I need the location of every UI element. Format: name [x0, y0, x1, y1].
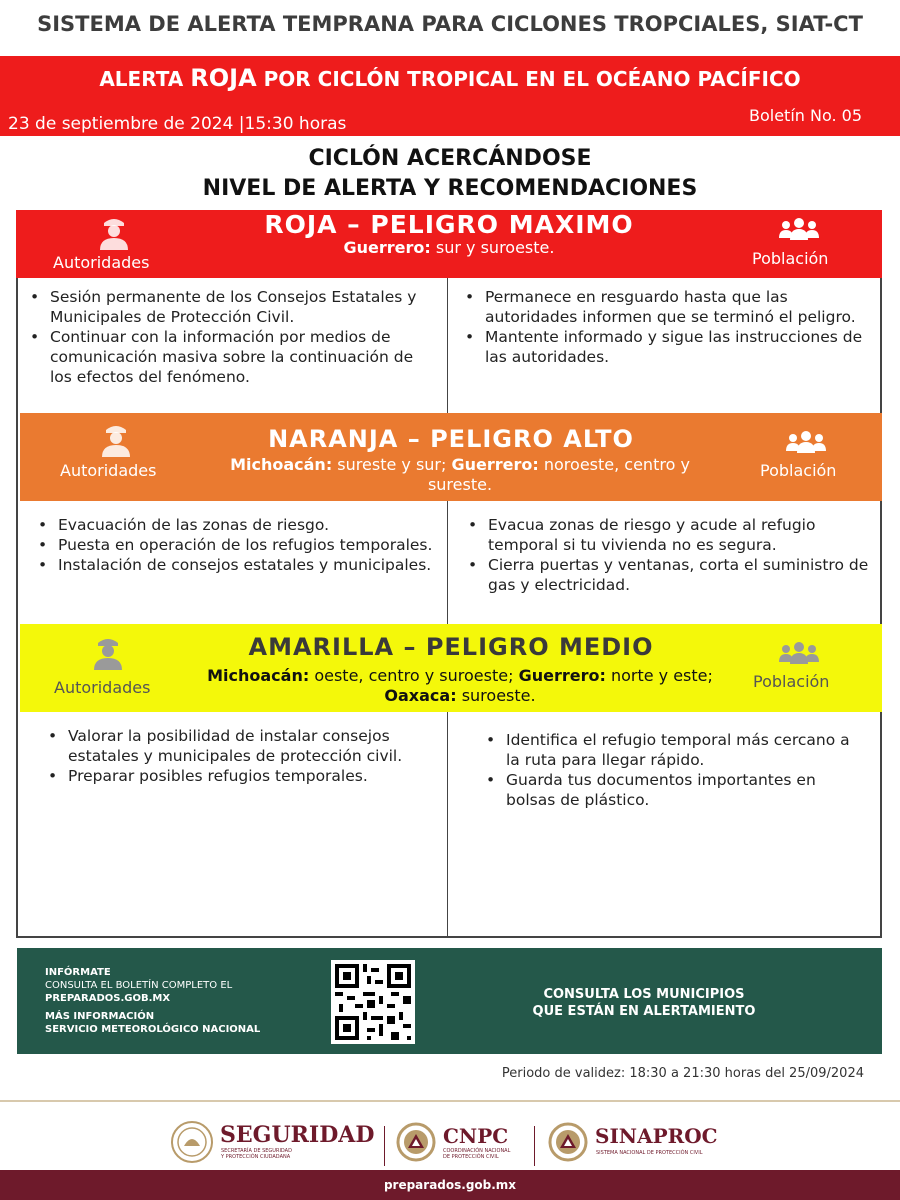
- alert-level-red: [16, 210, 882, 278]
- population-group-icon: [778, 218, 820, 244]
- mexico-eagle-seal-icon: [170, 1120, 214, 1164]
- region-state: Oaxaca:: [384, 686, 457, 705]
- list-item: • Guarda tus documentos importantes en bolsas de plástico.: [484, 770, 854, 810]
- region-state: Guerrero:: [451, 455, 539, 474]
- bulletin-number: Boletín No. 05: [748, 106, 862, 125]
- qr-code-icon: [331, 960, 415, 1044]
- sinaproc-triangle-icon: [548, 1122, 588, 1162]
- level-regions: [200, 666, 720, 706]
- region-state: Guerrero:: [343, 238, 431, 257]
- inform-text: CONSULTA EL BOLETÍN COMPLETO EL: [45, 980, 233, 991]
- alert-level-yellow: [20, 624, 882, 712]
- cnpc-triangle-icon: [396, 1122, 436, 1162]
- authorities-label: Autoridades: [60, 461, 157, 480]
- alert-level-orange: [20, 413, 882, 501]
- authority-officer-icon: [98, 423, 134, 457]
- inform-site-link[interactable]: PREPARADOS.GOB.MX: [45, 993, 171, 1004]
- region-state: Michoacán:: [230, 455, 333, 474]
- consult-municipalities-link[interactable]: [517, 986, 771, 1020]
- inform-title: INFÓRMATE: [45, 967, 111, 978]
- list-item: • Mantente informado y sigue las instrucciones de las autoridades.: [463, 327, 868, 367]
- more-info-title: MÁS INFORMACIÓN: [45, 1011, 155, 1022]
- authorities-label: Autoridades: [53, 253, 150, 272]
- info-box: [17, 948, 882, 1054]
- region-detail: sureste y sur;: [332, 455, 452, 474]
- footer-url[interactable]: preparados.gob.mx: [0, 1170, 900, 1200]
- system-title: SISTEMA DE ALERTA TEMPRANA PARA CICLONES TROPCIALES, SIAT-CT: [37, 12, 863, 36]
- list-item: • Puesta en operación de los refugios temporales.: [36, 535, 436, 555]
- level-regions: [200, 455, 720, 495]
- column-divider: [447, 501, 448, 624]
- red-authorities-list: [28, 287, 438, 387]
- seguridad-sub-line: Y PROTECCIÓN CIUDADANA: [221, 1154, 291, 1160]
- column-divider: [447, 712, 448, 938]
- logo-separator: [534, 1126, 535, 1166]
- more-info-text: SERVICIO METEOROLÓGICO NACIONAL: [45, 1024, 261, 1035]
- list-item: • Identifica el refugio temporal más cercano a la ruta para llegar rápido.: [484, 730, 854, 770]
- alert-level: ROJA: [190, 64, 257, 92]
- authorities-label: Autoridades: [54, 678, 151, 697]
- authority-officer-icon: [90, 636, 126, 670]
- sinaproc-logo: SINAPROC: [595, 1124, 718, 1148]
- list-item: • Continuar con la información por medios de comunicación masiva sobre la continuación de los efectos del fenómeno.: [28, 327, 438, 387]
- list-item: • Sesión permanente de los Consejos Estatales y Municipales de Protección Civil.: [28, 287, 438, 327]
- qr-code[interactable]: [331, 960, 415, 1044]
- authority-officer-icon: [96, 216, 132, 250]
- alert-suffix: POR CICLÓN TROPICAL EN EL OCÉANO PACÍFICO: [263, 67, 801, 91]
- list-item: • Evacuación de las zonas de riesgo.: [36, 515, 436, 535]
- region-detail: norte y este;: [605, 666, 713, 685]
- column-divider: [447, 278, 448, 413]
- bulletin-date: 23 de septiembre de 2024 |15:30 horas: [8, 114, 347, 134]
- cnpc-logo: CNPC: [443, 1124, 509, 1148]
- population-label: Población: [760, 461, 837, 480]
- sinaproc-sub: SISTEMA NACIONAL DE PROTECCIÓN CIVIL: [596, 1150, 703, 1156]
- population-label: Población: [753, 672, 830, 691]
- population-group-icon: [778, 642, 820, 668]
- subtitle-line-2: NIVEL DE ALERTA Y RECOMENDACIONES: [202, 176, 698, 201]
- cnpc-sub-line: COORDINACIÓN NACIONAL: [443, 1148, 511, 1154]
- list-item: • Evacua zonas de riesgo y acude al refugio temporal si tu vivienda no es segura.: [466, 515, 876, 555]
- list-item: • Preparar posibles refugios temporales.: [46, 766, 426, 786]
- consult-line-1: CONSULTA LOS MUNICIPIOS: [543, 987, 745, 1002]
- level-title: AMARILLA – PELIGRO MEDIO: [248, 633, 654, 661]
- alert-prefix: ALERTA: [99, 67, 184, 91]
- level-title: NARANJA – PELIGRO ALTO: [268, 425, 634, 453]
- orange-population-list: [466, 515, 876, 595]
- level-title: ROJA – PELIGRO MAXIMO: [264, 210, 634, 239]
- divider: [0, 1100, 900, 1102]
- logo-separator: [384, 1126, 385, 1166]
- cnpc-sub: [443, 1148, 510, 1160]
- alert-line: [0, 64, 900, 92]
- list-item: • Valorar la posibilidad de instalar consejos estatales y municipales de protección civil.: [46, 726, 426, 766]
- more-info-block: [45, 1010, 260, 1036]
- region-state: Guerrero:: [518, 666, 606, 685]
- list-item: • Instalación de consejos estatales y municipales.: [36, 555, 436, 575]
- seguridad-sub: [221, 1148, 292, 1160]
- subtitle-line-1: CICLÓN ACERCÁNDOSE: [308, 146, 592, 171]
- region-detail: oeste, centro y suroeste;: [309, 666, 519, 685]
- validity-period: Periodo de validez: 18:30 a 21:30 horas del 25/09/2024: [501, 1066, 864, 1081]
- consult-line-2: QUE ESTÁN EN ALERTAMIENTO: [532, 1004, 756, 1019]
- region-state: Michoacán:: [207, 666, 310, 685]
- population-group-icon: [785, 431, 827, 457]
- region-detail: noroeste, centro y sureste.: [427, 455, 690, 494]
- seguridad-logo: SEGURIDAD: [220, 1122, 375, 1148]
- seguridad-sub-line: SECRETARÍA DE SEGURIDAD: [221, 1148, 292, 1154]
- region-detail: suroeste.: [456, 686, 536, 705]
- inform-block: [45, 966, 232, 1005]
- population-label: Población: [752, 249, 829, 268]
- cnpc-sub-line: DE PROTECCIÓN CIVIL: [443, 1154, 499, 1160]
- yellow-population-list: [484, 730, 854, 810]
- orange-authorities-list: [36, 515, 436, 575]
- list-item: • Cierra puertas y ventanas, corta el suministro de gas y electricidad.: [466, 555, 876, 595]
- red-population-list: [463, 287, 868, 367]
- alert-header: [0, 56, 900, 136]
- page-subtitle: [0, 144, 900, 204]
- list-item: • Permanece en resguardo hasta que las autoridades informen que se terminó el peligro.: [463, 287, 868, 327]
- region-detail: sur y suroeste.: [430, 238, 555, 257]
- yellow-authorities-list: [46, 726, 426, 786]
